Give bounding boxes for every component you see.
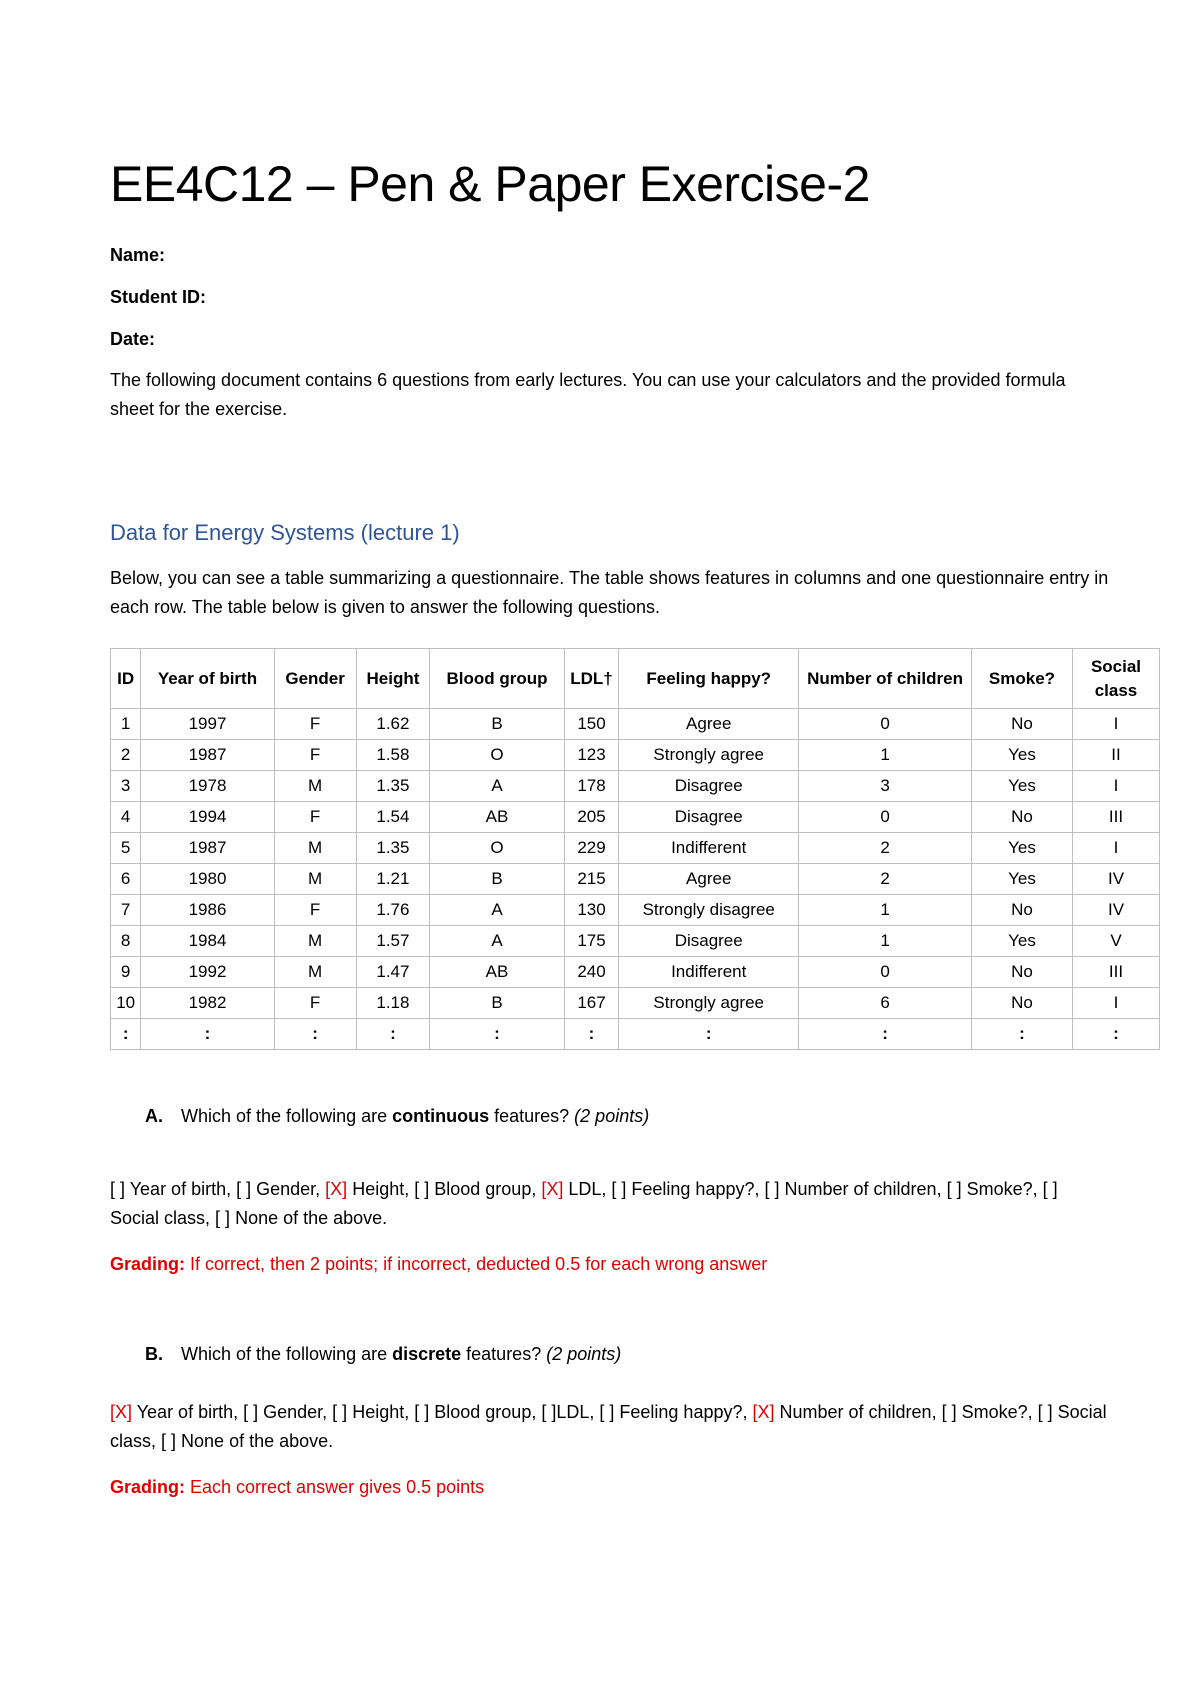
table-cell: : (971, 1019, 1072, 1050)
table-cell: 1 (799, 895, 972, 926)
question-a-grading-label: Grading: (110, 1254, 185, 1274)
table-cell: Yes (971, 771, 1072, 802)
table-row (111, 802, 1160, 833)
table-cell: M (274, 771, 356, 802)
table-cell: 1992 (141, 957, 274, 988)
table-cell: 3 (799, 771, 972, 802)
option-mark: [ ] (236, 1179, 252, 1199)
question-b-number: B. (145, 1344, 163, 1364)
table-cell: 1 (111, 709, 141, 740)
option-label: LDL, (563, 1179, 612, 1199)
option-checkbox-item[interactable] (599, 1402, 752, 1422)
table-cell: No (971, 802, 1072, 833)
option-label: Year of birth, (125, 1179, 237, 1199)
option-checkbox-item[interactable] (611, 1179, 764, 1199)
option-label: None of the above. (176, 1431, 334, 1451)
table-cell: 150 (564, 709, 619, 740)
table-body (111, 709, 1160, 1050)
question-b-grading (110, 1477, 484, 1498)
option-mark: [ ] (1037, 1402, 1053, 1422)
option-label: Number of children, (774, 1402, 942, 1422)
option-mark: [ ] (611, 1179, 627, 1199)
table-cell: I (1073, 833, 1160, 864)
table-row (111, 957, 1160, 988)
table-cell: : (111, 1019, 141, 1050)
table-header-cell: Feeling happy? (619, 649, 799, 709)
option-checkbox-item[interactable] (161, 1431, 333, 1451)
table-cell: Disagree (619, 802, 799, 833)
option-checkbox-item[interactable] (110, 1402, 243, 1422)
option-checkbox-item[interactable] (332, 1402, 414, 1422)
question-b-points: (2 points) (546, 1344, 622, 1364)
option-label: Social class, (110, 1402, 1107, 1451)
option-label: Blood group, (429, 1179, 542, 1199)
table-cell: : (430, 1019, 564, 1050)
table-cell: IV (1073, 895, 1160, 926)
table-cell: 0 (799, 957, 972, 988)
table-cell: 1978 (141, 771, 274, 802)
table-cell: Strongly agree (619, 988, 799, 1019)
option-mark-checked: [X] (752, 1402, 775, 1422)
option-mark: [ ] (414, 1402, 430, 1422)
table-cell: M (274, 864, 356, 895)
table-cell: Strongly disagree (619, 895, 799, 926)
table-cell: M (274, 926, 356, 957)
option-label: Number of children, (779, 1179, 947, 1199)
question-a-text-after: features? (489, 1106, 575, 1126)
table-intro-paragraph: Below, you can see a table summarizing a questionnaire. The table shows features in columns and one questionnaire entry in each row. The table below is given to answer the following questions. (110, 568, 1109, 617)
option-checkbox-item[interactable] (752, 1402, 941, 1422)
table-cell: II (1073, 740, 1160, 771)
option-checkbox-item[interactable] (942, 1402, 1038, 1422)
option-checkbox-item[interactable] (215, 1208, 387, 1228)
table-cell: 1.35 (356, 833, 430, 864)
table-cell: III (1073, 957, 1160, 988)
option-checkbox-item[interactable] (243, 1402, 332, 1422)
table-cell: 1 (799, 740, 972, 771)
table-cell: Agree (619, 864, 799, 895)
question-b (145, 1344, 621, 1365)
table-cell: M (274, 957, 356, 988)
option-checkbox-item[interactable] (414, 1179, 541, 1199)
table-row (111, 771, 1160, 802)
table-header-cell: Blood group (430, 649, 564, 709)
option-label: Feeling happy?, (614, 1402, 753, 1422)
option-label: Gender, (251, 1179, 326, 1199)
question-b-text-after: features? (461, 1344, 547, 1364)
question-b-options (110, 1398, 1110, 1456)
table-header-cell: Gender (274, 649, 356, 709)
table-cell: No (971, 957, 1072, 988)
table-cell: No (971, 988, 1072, 1019)
question-a-points: (2 points) (574, 1106, 650, 1126)
option-mark: [ ] (764, 1179, 780, 1199)
table-header-cell: Smoke? (971, 649, 1072, 709)
table-cell: F (274, 709, 356, 740)
table-cell: III (1073, 802, 1160, 833)
table-cell: 2 (799, 864, 972, 895)
option-label: Gender, (258, 1402, 333, 1422)
table-cell: : (619, 1019, 799, 1050)
table-cell: A (430, 895, 564, 926)
question-a-keyword: continuous (392, 1106, 490, 1126)
option-mark: [ ] (599, 1402, 615, 1422)
option-mark: [ ] (946, 1179, 962, 1199)
option-mark: [ ] (215, 1208, 231, 1228)
table-cell: Yes (971, 926, 1072, 957)
table-cell: IV (1073, 864, 1160, 895)
table-cell: 2 (111, 740, 141, 771)
table-cell: Yes (971, 833, 1072, 864)
table-cell: B (430, 988, 564, 1019)
option-label: Feeling happy?, (626, 1179, 765, 1199)
option-mark: [ ] (941, 1402, 957, 1422)
table-cell: 1982 (141, 988, 274, 1019)
table-cell: B (430, 864, 564, 895)
table-cell: 1986 (141, 895, 274, 926)
table-cell: 1980 (141, 864, 274, 895)
table-cell: No (971, 895, 1072, 926)
table-header-cell: Year of birth (141, 649, 274, 709)
question-a-grading-text: If correct, then 2 points; if incorrect, deducted 0.5 for each wrong answer (185, 1254, 768, 1274)
option-mark: [ ] (541, 1402, 557, 1422)
table-cell: 1.54 (356, 802, 430, 833)
option-checkbox-item[interactable] (541, 1179, 611, 1199)
table-row (111, 864, 1160, 895)
table-cell: 240 (564, 957, 619, 988)
table-cell: 0 (799, 802, 972, 833)
table-cell: 215 (564, 864, 619, 895)
option-label: Smoke?, (956, 1402, 1038, 1422)
table-cell: F (274, 802, 356, 833)
table-cell: 1.62 (356, 709, 430, 740)
intro-paragraph: The following document contains 6 questions from early lectures. You can use your calculators and the provided formula sheet for the exercise. (110, 370, 1066, 419)
table-header-cell: Height (356, 649, 430, 709)
table-cell: 1.47 (356, 957, 430, 988)
student-id-label: Student ID: (110, 287, 206, 307)
table-cell: 1987 (141, 740, 274, 771)
question-a-grading (110, 1254, 767, 1275)
table-row (111, 709, 1160, 740)
option-checkbox-item[interactable] (764, 1179, 946, 1199)
table-cell: A (430, 926, 564, 957)
table-header-row (111, 649, 1160, 709)
question-b-text-before: Which of the following are (181, 1344, 393, 1364)
table-header-cell: LDL† (564, 649, 619, 709)
section-heading: Data for Energy Systems (lecture 1) (110, 520, 460, 545)
table-cell: F (274, 988, 356, 1019)
table-cell: 7 (111, 895, 141, 926)
table-row (111, 833, 1160, 864)
option-label: Social class, (110, 1208, 216, 1228)
table-cell: No (971, 709, 1072, 740)
table-cell: O (430, 833, 564, 864)
table-cell: Indifferent (619, 957, 799, 988)
option-checkbox-item[interactable] (110, 1179, 236, 1199)
table-header-cell: ID (111, 649, 141, 709)
option-mark: [ ] (161, 1431, 177, 1451)
option-label: Height, (347, 1179, 415, 1199)
table-cell: AB (430, 802, 564, 833)
table-cell: Disagree (619, 771, 799, 802)
question-a-options (110, 1175, 1110, 1233)
table-cell: 1.76 (356, 895, 430, 926)
question-b-grading-text: Each correct answer gives 0.5 points (185, 1477, 485, 1497)
table-cell: F (274, 740, 356, 771)
option-checkbox-item[interactable] (414, 1402, 541, 1422)
questionnaire-table (110, 648, 1160, 1050)
table-cell: 130 (564, 895, 619, 926)
table-cell: 1997 (141, 709, 274, 740)
table-cell: 5 (111, 833, 141, 864)
table-cell: : (274, 1019, 356, 1050)
option-mark: [ ] (1042, 1179, 1058, 1199)
table-row (111, 926, 1160, 957)
table-row (111, 895, 1160, 926)
question-b-grading-label: Grading: (110, 1477, 185, 1497)
table-cell: O (430, 740, 564, 771)
question-a-text-before: Which of the following are (181, 1106, 393, 1126)
table-cell: Indifferent (619, 833, 799, 864)
table-header-cell: Number of children (799, 649, 972, 709)
option-mark-checked: [X] (325, 1179, 348, 1199)
table-row (111, 1019, 1160, 1050)
table-cell: A (430, 771, 564, 802)
table-cell: I (1073, 771, 1160, 802)
table-header-cell: Social class (1073, 649, 1160, 709)
table-cell: 1.18 (356, 988, 430, 1019)
table-cell: Agree (619, 709, 799, 740)
table-cell: 229 (564, 833, 619, 864)
table-cell: 0 (799, 709, 972, 740)
option-label: Year of birth, (132, 1402, 244, 1422)
table-cell: : (356, 1019, 430, 1050)
table-cell: 4 (111, 802, 141, 833)
table-cell: 1987 (141, 833, 274, 864)
table-cell: V (1073, 926, 1160, 957)
table-cell: 2 (799, 833, 972, 864)
table-cell: 178 (564, 771, 619, 802)
table-cell: : (799, 1019, 972, 1050)
table-cell: 3 (111, 771, 141, 802)
name-label: Name: (110, 245, 166, 265)
table-cell: 123 (564, 740, 619, 771)
table-cell: Strongly agree (619, 740, 799, 771)
question-a (145, 1106, 649, 1127)
table-cell: Yes (971, 864, 1072, 895)
table-cell: 175 (564, 926, 619, 957)
question-a-number: A. (145, 1106, 163, 1126)
table-cell: 9 (111, 957, 141, 988)
table-cell: : (564, 1019, 619, 1050)
page-title: EE4C12 – Pen & Paper Exercise-2 (110, 156, 870, 212)
option-label: Smoke?, (961, 1179, 1043, 1199)
question-b-keyword: discrete (392, 1344, 462, 1364)
option-label: LDL, (556, 1402, 600, 1422)
option-mark: [ ] (414, 1179, 430, 1199)
date-label: Date: (110, 329, 156, 349)
table-row (111, 988, 1160, 1019)
table-cell: 1994 (141, 802, 274, 833)
table-row (111, 740, 1160, 771)
table-cell: 167 (564, 988, 619, 1019)
table-cell: M (274, 833, 356, 864)
option-mark: [ ] (332, 1402, 348, 1422)
table-cell: 8 (111, 926, 141, 957)
table-cell: : (1073, 1019, 1160, 1050)
table-cell: 1.57 (356, 926, 430, 957)
option-label: Height, (347, 1402, 415, 1422)
table-cell: F (274, 895, 356, 926)
table-cell: B (430, 709, 564, 740)
table-cell: 10 (111, 988, 141, 1019)
option-label: None of the above. (230, 1208, 388, 1228)
table-cell: Disagree (619, 926, 799, 957)
table-cell: I (1073, 988, 1160, 1019)
table-cell: 1 (799, 926, 972, 957)
option-mark-checked: [X] (541, 1179, 564, 1199)
table-cell: 1.35 (356, 771, 430, 802)
table-cell: 1.58 (356, 740, 430, 771)
table-cell: 1984 (141, 926, 274, 957)
option-checkbox-item[interactable] (947, 1179, 1043, 1199)
table-cell: Yes (971, 740, 1072, 771)
option-mark-checked: [X] (110, 1402, 133, 1422)
option-mark: [ ] (110, 1179, 126, 1199)
table-cell: : (141, 1019, 274, 1050)
option-checkbox-item[interactable] (325, 1179, 414, 1199)
table-cell: 1.21 (356, 864, 430, 895)
table-cell: 205 (564, 802, 619, 833)
table-cell: 6 (799, 988, 972, 1019)
option-checkbox-item[interactable] (541, 1402, 599, 1422)
table-cell: 6 (111, 864, 141, 895)
option-label: Blood group, (429, 1402, 542, 1422)
option-mark: [ ] (243, 1402, 259, 1422)
table-cell: I (1073, 709, 1160, 740)
option-checkbox-item[interactable] (236, 1179, 325, 1199)
table-cell: AB (430, 957, 564, 988)
